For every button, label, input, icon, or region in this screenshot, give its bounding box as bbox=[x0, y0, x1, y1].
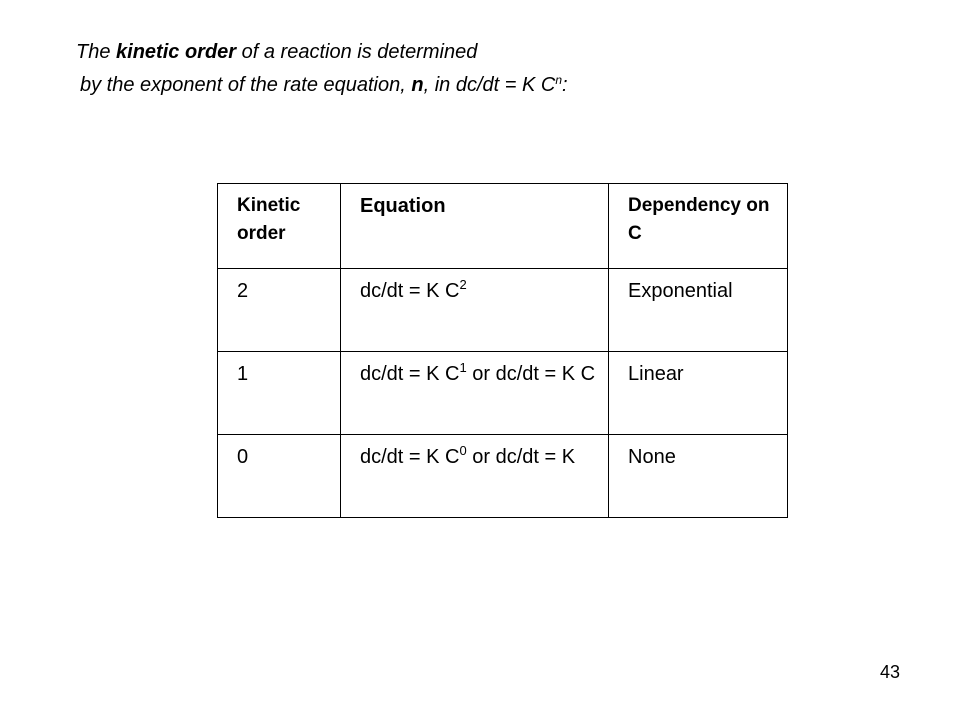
dependency-cell: Linear bbox=[609, 352, 788, 435]
table-row bbox=[218, 269, 788, 352]
equation-text: dc/dt = K C bbox=[360, 280, 460, 302]
header-equation: Equation bbox=[341, 184, 609, 269]
equation-alt-text: or dc/dt = K C bbox=[466, 363, 596, 385]
equation-cell bbox=[341, 352, 609, 435]
intro-line-2-post: : bbox=[562, 74, 568, 96]
intro-line-2-mid: , in dc/dt = K C bbox=[423, 74, 556, 96]
kinetic-order-table bbox=[217, 183, 788, 518]
dependency-cell: None bbox=[609, 435, 788, 518]
intro-line-2-pre: by the exponent of the rate equation, bbox=[80, 74, 412, 96]
order-cell: 1 bbox=[218, 352, 341, 435]
intro-exponent-n: n bbox=[555, 73, 562, 87]
intro-kinetic-order-term: kinetic order bbox=[116, 41, 237, 63]
table-row bbox=[218, 352, 788, 435]
intro-line-1-pre: The bbox=[76, 41, 117, 63]
order-cell: 2 bbox=[218, 269, 341, 352]
table-row bbox=[218, 435, 788, 518]
intro-n-term: n bbox=[411, 74, 424, 96]
intro-line-1 bbox=[76, 40, 477, 64]
dependency-cell: Exponential bbox=[609, 269, 788, 352]
page-number: 43 bbox=[880, 662, 901, 682]
equation-exponent: 0 bbox=[459, 443, 467, 458]
table-header-row bbox=[218, 184, 788, 269]
equation-exponent: 1 bbox=[459, 360, 467, 375]
equation-alt-text: or dc/dt = K bbox=[466, 446, 576, 468]
intro-line-1-post: of a reaction is determined bbox=[236, 41, 478, 63]
header-kinetic-order: Kinetic order bbox=[218, 184, 341, 269]
equation-cell bbox=[341, 435, 609, 518]
header-dependency: Dependency on C bbox=[609, 184, 788, 269]
equation-cell bbox=[341, 269, 609, 352]
equation-text: dc/dt = K C bbox=[360, 363, 460, 385]
order-cell: 0 bbox=[218, 435, 341, 518]
equation-exponent: 2 bbox=[459, 277, 467, 292]
equation-text: dc/dt = K C bbox=[360, 446, 460, 468]
intro-line-2 bbox=[80, 73, 568, 97]
